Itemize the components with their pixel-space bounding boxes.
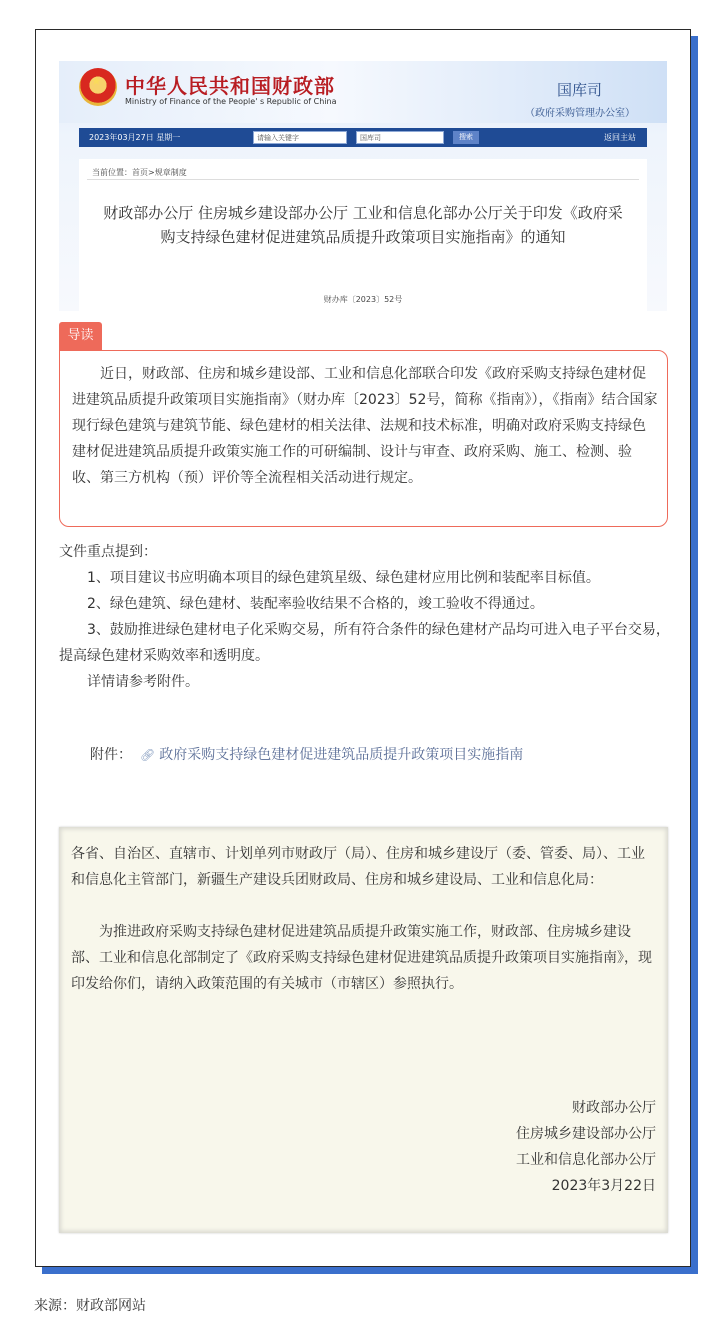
- key-point-item: 1、项目建议书应明确本项目的绿色建筑星级、绿色建材应用比例和装配率目标值。: [87, 570, 600, 586]
- ministry-name-cn: 中华人民共和国财政部: [125, 74, 335, 98]
- guide-text: 近日，财政部、住房和城乡建设部、工业和信息化部联合印发《政府采购支持绿色建材促进建筑品质提升政策项目实施指南》（财办库〔2023〕52号，简称《指南》），《指南》结合国家现行绿色建筑与建筑节能、绿色建材的相关法律、法规和技术标准，明确对政府采购支持绿色建材促进建筑品质提升政策实施工作的可研编制、设计与审查、政府采购、施工、检测、验收、第三方机构（预）评价等全流程相关活动进行规定。: [59, 350, 668, 527]
- nav-date: 2023年03月27日 星期一: [89, 133, 181, 142]
- signer: 工业和信息化部办公厅: [516, 1152, 656, 1168]
- divider: [87, 179, 639, 180]
- attachment: [90, 744, 523, 764]
- national-emblem-icon: ★: [79, 68, 117, 106]
- department-title: 国库司: [557, 81, 603, 99]
- home-link[interactable]: 返回主站: [604, 133, 636, 142]
- document-card: [79, 159, 647, 311]
- signature-block: [516, 1095, 656, 1199]
- attachment-label: 附件：: [90, 747, 132, 763]
- search-button[interactable]: 搜索: [453, 131, 479, 144]
- key-points-intro: 文件重点提到：: [59, 544, 157, 560]
- link-icon: 🔗︎: [140, 748, 156, 762]
- details-note: 详情请参考附件。: [87, 674, 199, 690]
- notice-document: [59, 827, 668, 1233]
- document-title: 财政部办公厅 住房城乡建设部办公厅 工业和信息化部办公厅关于印发《政府采购支持绿色建材促进建筑品质提升政策项目实施指南》的通知: [103, 204, 623, 246]
- header-screenshot: [59, 61, 667, 311]
- attachment-link[interactable]: 政府采购支持绿色建材促进建筑品质提升政策项目实施指南: [159, 747, 524, 763]
- guide-tag: 导读: [59, 322, 102, 350]
- breadcrumb: 当前位置：首页>规章制度: [92, 168, 187, 177]
- search-input[interactable]: 请输入关键字: [253, 131, 347, 144]
- signer: 住房城乡建设部办公厅: [516, 1126, 656, 1142]
- key-points: [59, 539, 671, 695]
- signer: 财政部办公厅: [572, 1100, 656, 1116]
- department-subtitle: （政府采购管理办公室）: [525, 108, 635, 119]
- key-point-item: 2、绿色建筑、绿色建材、装配率验收结果不合格的，竣工验收不得通过。: [87, 596, 544, 612]
- source-note: 来源：财政部网站: [34, 1298, 146, 1314]
- notice-body: 为推进政府采购支持绿色建材促进建筑品质提升政策实施工作，财政部、住房城乡建设部、工业和信息化部制定了《政府采购支持绿色建材促进建筑品质提升政策项目实施指南》，现印发给你们，请纳入政策范围的有关城市（市辖区）参照执行。: [71, 924, 652, 992]
- department-select[interactable]: 国库司: [356, 131, 444, 144]
- document-number: 财办库〔2023〕52号: [323, 295, 403, 304]
- key-point-item: 3、鼓励推进绿色建材电子化采购交易，所有符合条件的绿色建材产品均可进入电子平台交易，提高绿色建材采购效率和透明度。: [59, 622, 670, 664]
- nav-bar: [79, 128, 647, 147]
- ministry-name-en: Ministry of Finance of the People' s Republic of China: [125, 97, 337, 106]
- notice-recipients: 各省、自治区、直辖市、计划单列市财政厅（局）、住房和城乡建设厅（委、管委、局）、工业和信息化主管部门，新疆生产建设兵团财政局、住房和城乡建设局、工业和信息化局：: [71, 846, 645, 888]
- notice-date: 2023年3月22日: [551, 1178, 656, 1194]
